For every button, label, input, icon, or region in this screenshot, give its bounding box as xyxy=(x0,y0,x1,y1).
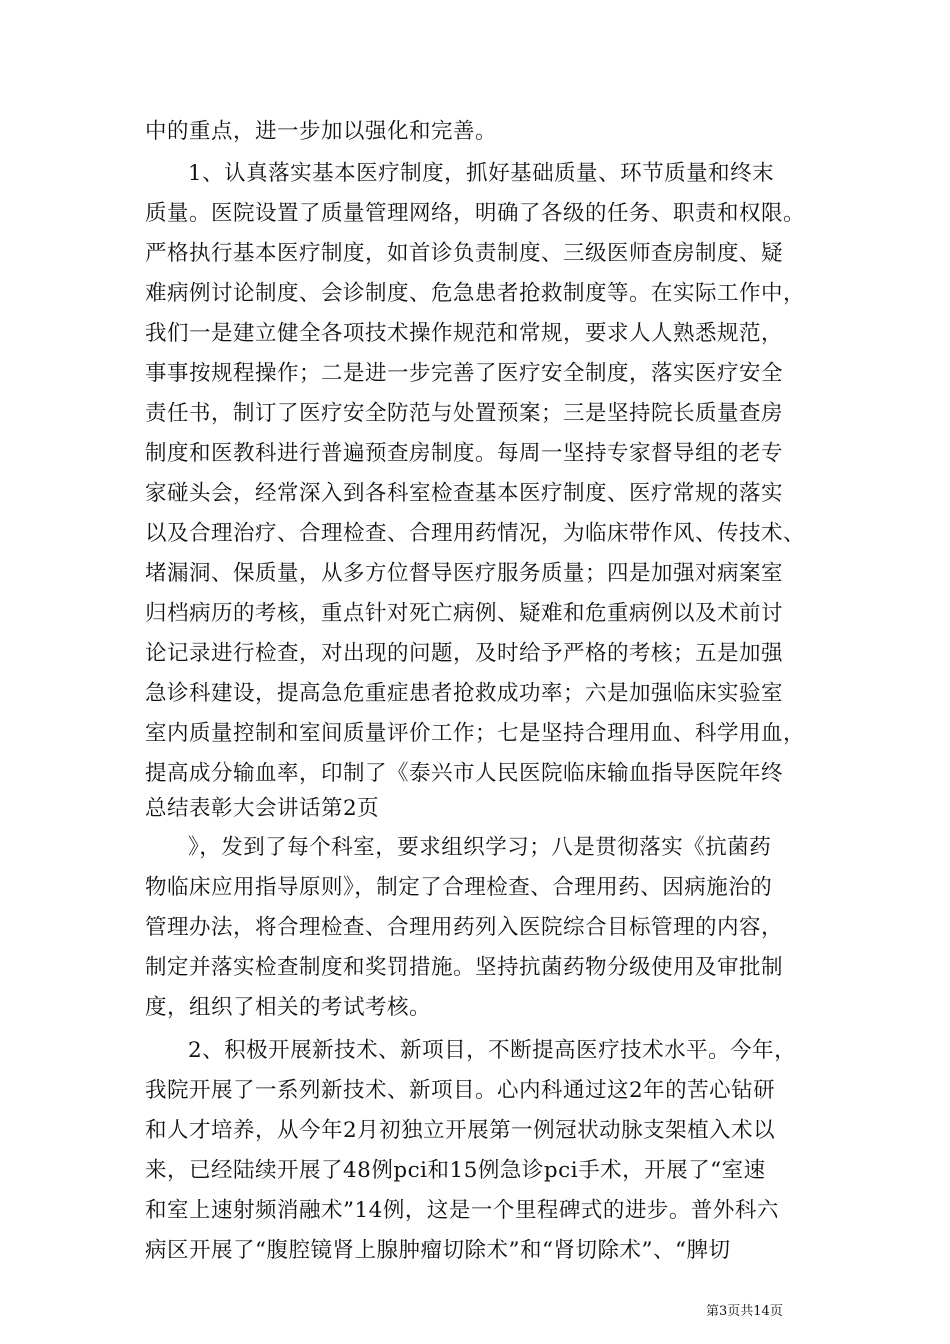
text-line: 事事按规程操作；二是进一步完善了医疗安全制度，落实医疗安全 xyxy=(145,361,784,386)
text-line: 以及合理治疗、合理检查、合理用药情况，为临床带作风、传技术、 xyxy=(145,521,806,546)
text-line: 堵漏洞、保质量，从多方位督导医疗服务质量；四是加强对病案室 xyxy=(145,561,784,586)
text-line: 和室上速射频消融术”14例，这是一个里程碑式的进步。普外科六 xyxy=(145,1198,779,1223)
text-line: 家碰头会，经常深入到各科室检查基本医疗制度、医疗常规的落实 xyxy=(145,481,784,506)
text-line: 制定并落实检查制度和奖罚措施。坚持抗菌药物分级使用及审批制 xyxy=(145,955,784,980)
text-line: 管理办法，将合理检查、合理用药列入医院综合目标管理的内容， xyxy=(145,915,784,940)
text-line: 和人才培养，从今年2月初独立开展第一例冠状动脉支架植入术以 xyxy=(145,1118,776,1143)
text-line: 物临床应用指导原则》，制定了合理检查、合理用药、因病施治的 xyxy=(145,875,773,900)
text-line: 我院开展了一系列新技术、新项目。心内科通过这2年的苦心钻研 xyxy=(145,1078,776,1103)
text-line: 急诊科建设，提高急危重症患者抢救成功率；六是加强临床实验室 xyxy=(145,681,784,706)
text-line: 度，组织了相关的考试考核。 xyxy=(145,995,432,1020)
text-line: 1、认真落实基本医疗制度，抓好基础质量、环节质量和终末 xyxy=(188,161,775,186)
text-line: 中的重点，进一步加以强化和完善。 xyxy=(145,119,498,144)
text-line: 室内质量控制和室间质量评价工作；七是坚持合理用血、科学用血， xyxy=(145,721,806,746)
text-line: 提高成分输血率，印制了《泰兴市人民医院临床输血指导医院年终 xyxy=(145,761,784,786)
text-line: 制度和医教科进行普遍预查房制度。每周一坚持专家督导组的老专 xyxy=(145,441,784,466)
text-line: 2、积极开展新技术、新项目，不断提高医疗技术水平。今年， xyxy=(188,1038,797,1063)
text-line: 病区开展了“腹腔镜肾上腺肿瘤切除术”和“肾切除术”、“脾切 xyxy=(145,1238,731,1263)
text-line: 我们一是建立健全各项技术操作规范和常规，要求人人熟悉规范， xyxy=(145,321,784,346)
text-line: 质量。医院设置了质量管理网络，明确了各级的任务、职责和权限。 xyxy=(145,201,806,226)
text-line: 难病例讨论制度、会诊制度、危急患者抢救制度等。在实际工作中， xyxy=(145,281,806,306)
text-line: 责任书，制订了医疗安全防范与处置预案；三是坚持院长质量查房 xyxy=(145,401,784,426)
text-line: 严格执行基本医疗制度，如首诊负责制度、三级医师查房制度、疑 xyxy=(145,241,784,266)
text-line: 》，发到了每个科室，要求组织学习；八是贯彻落实《抗菌药 xyxy=(188,835,772,860)
text-line: 来，已经陆续开展了48例pci和15例急诊pci手术，开展了“室速 xyxy=(145,1158,766,1183)
text-line: 总结表彰大会讲话第2页 xyxy=(145,796,380,821)
text-line: 归档病历的考核，重点针对死亡病例、疑难和危重病例以及术前讨 xyxy=(145,601,784,626)
text-line: 论记录进行检查，对出现的问题，及时给予严格的考核；五是加强 xyxy=(145,641,784,666)
page-number-footer: 第3页共14页 xyxy=(706,1304,783,1319)
